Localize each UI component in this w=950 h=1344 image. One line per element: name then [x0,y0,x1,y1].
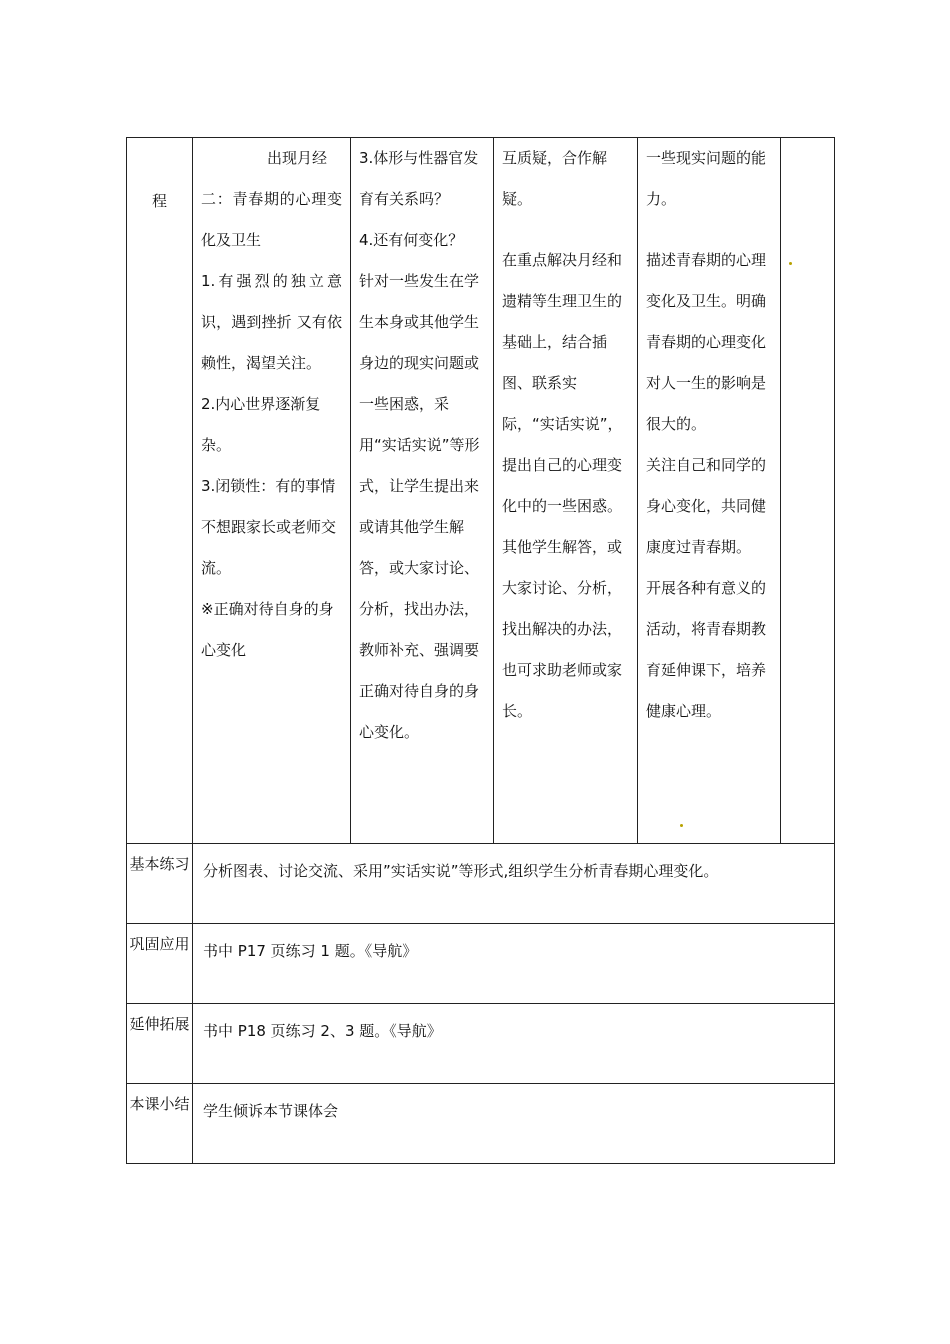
content-heading: 二：青春期的心理变化及卫生 [201,190,342,249]
design-intent: 一些现实问题的能力。 [646,149,767,208]
student-activity: 互质疑，合作解疑。 [502,149,608,208]
design-intent: 开展各种有意义的活动，将青春期教育延伸课下，培养健康心理。 [646,579,767,720]
summary-row [127,1084,835,1164]
consolidation-row [127,924,835,1004]
process-label-cell [127,138,193,844]
student-activity: 在重点解决月经和遗精等生理卫生的基础上，结合插图、联系实际，“实话实说”，提出自己的心理变化中的一些困惑。其他学生解答，或大家讨论、分析，找出解决的办法，也可求助老师或家长。 [502,251,623,720]
empty-cell [781,138,835,844]
row-label: 基本练习 [127,844,193,924]
teacher-question: 4.还有何变化？ [359,231,464,249]
content-line: 出现月经 [267,149,328,167]
lesson-plan-table [126,137,835,1164]
row-content [193,844,835,924]
row-content [193,1004,835,1084]
row-text: 分析图表、讨论交流、采用”实话实说”等形式,组织学生分析青春期心理变化。 [203,862,719,880]
extension-row [127,1004,835,1084]
design-intent: 关注自己和同学的身心变化，共同健康度过青春期。 [646,456,767,556]
row-content [193,1084,835,1164]
row-text: 书中 P18 页练习 2、3 题。《导航》 [203,1022,442,1040]
content-cell [193,138,351,844]
teacher-activity-cell [351,138,494,844]
row-label: 本课小结 [127,1084,193,1164]
design-intent: 描述青春期的心理变化及卫生。明确青春期的心理变化对人一生的影响是很大的。 [646,251,767,433]
row-text: 学生倾诉本节课体会 [203,1102,339,1120]
row-label: 巩固应用 [127,924,193,1004]
content-point: 3.闭锁性：有的事情不想跟家长或老师交流。 [201,477,337,577]
teacher-activity: 针对一些发生在学生本身或其他学生身边的现实问题或一些困惑，采用“实话实说”等形式，让学生提出来或请其他学生解答，或大家讨论、分析，找出办法，教师补充、强调要正确对待自身的身心变化。 [359,272,480,741]
content-point: 2.内心世界逐渐复杂。 [201,395,321,454]
row-content [193,924,835,1004]
row-text: 书中 P17 页练习 1 题。《导航》 [203,942,418,960]
stray-mark [680,824,683,827]
teacher-question: 3.体形与性器官发育有关系吗？ [359,149,479,208]
stray-mark [789,262,792,265]
content-note: ※正确对待自身的身心变化 [201,600,334,659]
basic-practice-row [127,844,835,924]
process-row [127,138,835,844]
content-point: 1.有强烈的独立意识，遇到挫折 又有依赖性，渴望关注。 [201,272,342,372]
student-activity-cell [494,138,638,844]
row-label: 延伸拓展 [127,1004,193,1084]
design-intent-cell [638,138,781,844]
process-label: 程 [151,192,167,210]
